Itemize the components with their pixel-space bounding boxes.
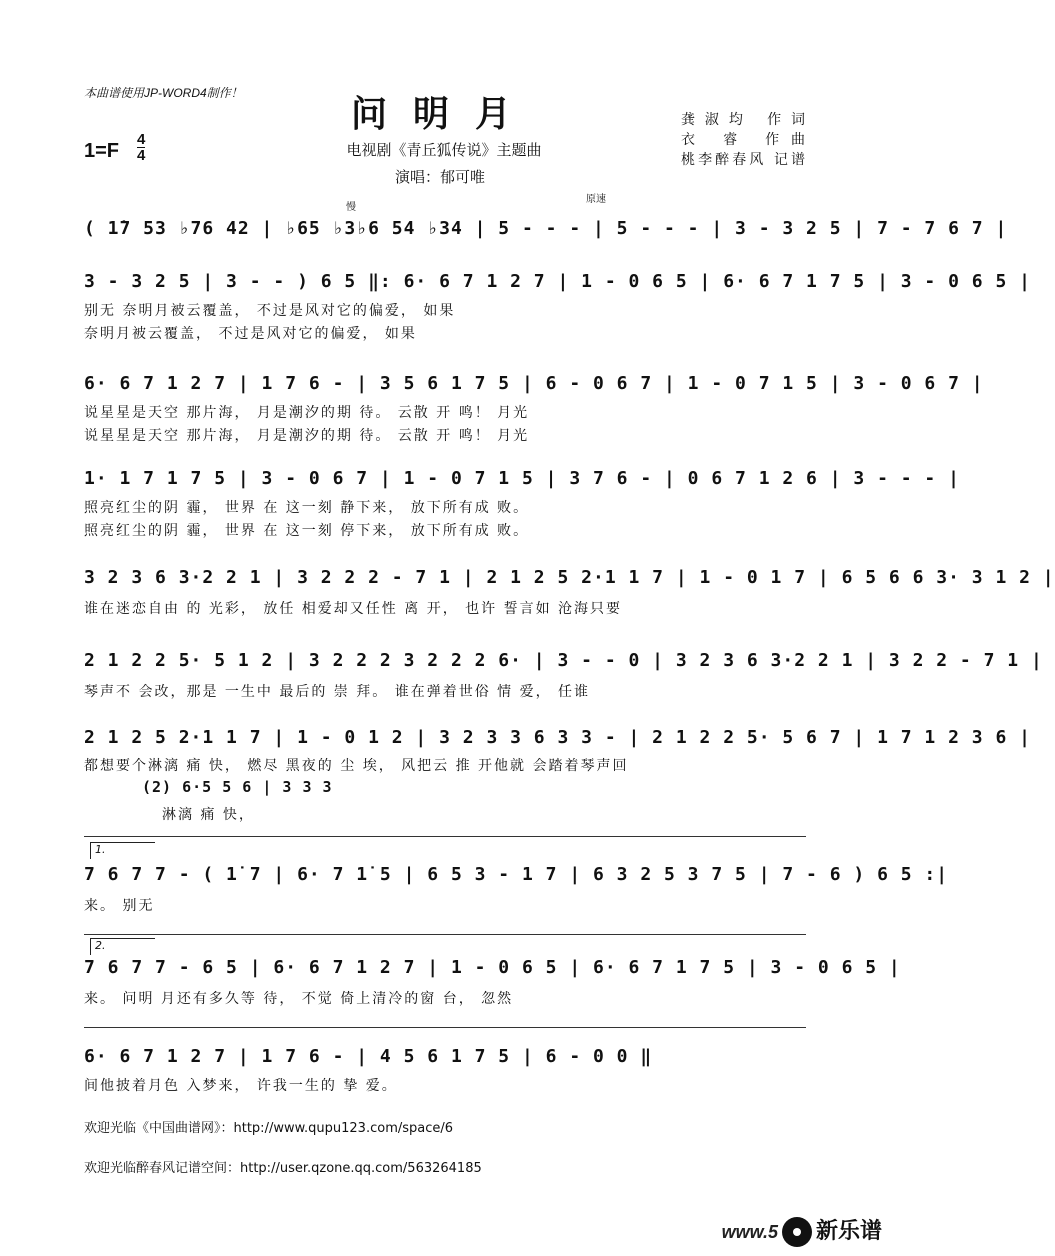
lyric-row-4-verse-1: 照亮红尘的阴 霾， 世界 在 这一刻 静下来， 放下所有成 败。 bbox=[84, 500, 530, 516]
lyric-row-3-verse-2: 说星星是天空 那片海， 月是潮汐的期 待。 云散 开 鸣！ 月光 bbox=[84, 428, 530, 444]
site-logo[interactable] bbox=[722, 1214, 882, 1247]
tempo-mark-slow: 慢 bbox=[346, 202, 356, 213]
notation-row-9: 7 6 7 7 - 6 5 | 6· 6 7 1 2 7 | 1 - 0 6 5 | 6· 6 7 1 7 5 | 3 - 0 6 5 | bbox=[84, 957, 901, 978]
lyric-row-4-verse-2: 照亮红尘的阴 霾， 世界 在 这一刻 停下来， 放下所有成 败。 bbox=[84, 523, 530, 539]
logo-brand: 新乐谱 bbox=[815, 1218, 882, 1243]
time-signature bbox=[137, 132, 145, 163]
time-signature-top: 4 bbox=[137, 131, 146, 148]
lyric-row-5: 谁在迷恋自由 的 光彩， 放任 相爱却又任性 离 开， 也许 誓言如 沧海只要 bbox=[84, 601, 623, 617]
notation-row-6: 2 1 2 2 5· 5 1 2 | 3 2 2 2 3 2 2 2 6· | 3 - - 0 | 3 2 3 6 3·2 2 1 | 3 2 2 - 7 1 | bbox=[84, 650, 1043, 671]
system-rule-3 bbox=[84, 1027, 806, 1028]
lyric-row-2-verse-1: 别无 奈明月被云覆盖， 不过是风对它的偏爱， 如果 bbox=[84, 303, 456, 319]
notation-row-5: 3 2 3 6 3·2 2 1 | 3 2 2 2 - 7 1 | 2 1 2 5 2·1 1 7 | 1 - 0 1 7 | 6 5 6 6 3· 3 1 2 | bbox=[84, 567, 1055, 588]
composer: 衣 睿 作曲 bbox=[681, 132, 805, 148]
made-with-note: 本曲谱使用JP-WORD4制作！ bbox=[84, 86, 243, 100]
logo-www: www.5 bbox=[721, 1222, 778, 1242]
credits bbox=[681, 110, 805, 170]
lyric-row-7: 都想要个淋漓 痛 快， 燃尽 黑夜的 尘 埃， 风把云 推 开他就 会踏着琴声回 bbox=[84, 758, 629, 774]
notation-row-7-alt: (2) 6·5 5 6 | 3 3 3 bbox=[142, 778, 333, 796]
lyric-row-3-verse-1: 说星星是天空 那片海， 月是潮汐的期 待。 云散 开 鸣！ 月光 bbox=[84, 405, 530, 421]
key-signature: 1=F bbox=[84, 140, 120, 162]
lyric-row-7-alt: 淋漓 痛 快， bbox=[162, 807, 255, 823]
song-title: 问明月 bbox=[350, 93, 537, 135]
lyric-row-2-verse-2: 奈明月被云覆盖， 不过是风对它的偏爱， 如果 bbox=[84, 326, 417, 342]
notation-row-10: 6· 6 7 1 2 7 | 1 7 6 - | 4 5 6 1 7 5 | 6 - 0 0 ‖ bbox=[84, 1046, 653, 1067]
tempo-mark-original: 原速 bbox=[586, 194, 606, 205]
transcriber: 桃李醉春风 记谱 bbox=[681, 152, 805, 168]
volta-1: 1. bbox=[90, 842, 155, 859]
system-rule-2 bbox=[84, 934, 806, 935]
song-subtitle: 电视剧《青丘狐传说》主题曲 bbox=[346, 141, 542, 159]
footer-link-qzone[interactable]: 欢迎光临醉春风记谱空间：http://user.qzone.qq.com/563264185 bbox=[84, 1161, 482, 1176]
volta-2: 2. bbox=[90, 938, 155, 955]
lyric-row-8: 来。 别无 bbox=[84, 898, 155, 914]
notation-row-4: 1· 1 7 1 7 5 | 3 - 0 6 7 | 1 - 0 7 1 5 | 3 7 6 - | 0 6 7 1 2 6 | 3 - - - | bbox=[84, 468, 960, 489]
footer-link-qupu123[interactable]: 欢迎光临《中国曲谱网》：http://www.qupu123.com/space/6 bbox=[84, 1121, 454, 1136]
notation-row-7: 2 1 2 5 2·1 1 7 | 1 - 0 1 2 | 3 2 3 3 6 3 3 - | 2 1 2 2 5· 5 6 7 | 1 7 1 2 3 6 | bbox=[84, 727, 1031, 748]
notation-row-3: 6· 6 7 1 2 7 | 1 7 6 - | 3 5 6 1 7 5 | 6 - 0 6 7 | 1 - 0 7 1 5 | 3 - 0 6 7 | bbox=[84, 373, 984, 394]
notation-row-1: ( 1̇7 53 ♭76 42 | ♭65 ♭3♭6 54 ♭34 | 5 - - - | 5 - - - | 3 - 3 2 5 | 7 - 7 6 7 | bbox=[84, 218, 1008, 239]
lyric-row-6: 琴声不 会改，那是 一生中 最后的 崇 拜。 谁在弹着世俗 情 爱， 任谁 bbox=[84, 684, 591, 700]
lyric-row-9: 来。 问明 月还有多久等 待， 不觉 倚上清冷的窗 台， 忽然 bbox=[84, 991, 514, 1007]
singer: 演唱：郁可唯 bbox=[395, 168, 486, 186]
system-rule-1 bbox=[84, 836, 806, 837]
record-disc-icon bbox=[782, 1217, 812, 1247]
notation-row-2: 3 - 3 2 5 | 3 - - ) 6 5 ‖: 6· 6 7 1 2 7 | 1 - 0 6 5 | 6· 6 7 1 7 5 | 3 - 0 6 5 | bbox=[84, 271, 1031, 292]
notation-row-8: 7 6 7 7 - ( 1̇ 7 | 6· 7 1̇ 5 | 6 5 3 - 1 7 | 6 3 2 5 3 7 5 | 7 - 6 ) 6 5 :| bbox=[84, 864, 949, 885]
lyric-row-10: 间他披着月色 入梦来， 许我一生的 挚 爱。 bbox=[84, 1078, 398, 1094]
time-signature-bottom: 4 bbox=[137, 147, 146, 164]
lyricist: 龚淑均 作词 bbox=[681, 112, 805, 128]
